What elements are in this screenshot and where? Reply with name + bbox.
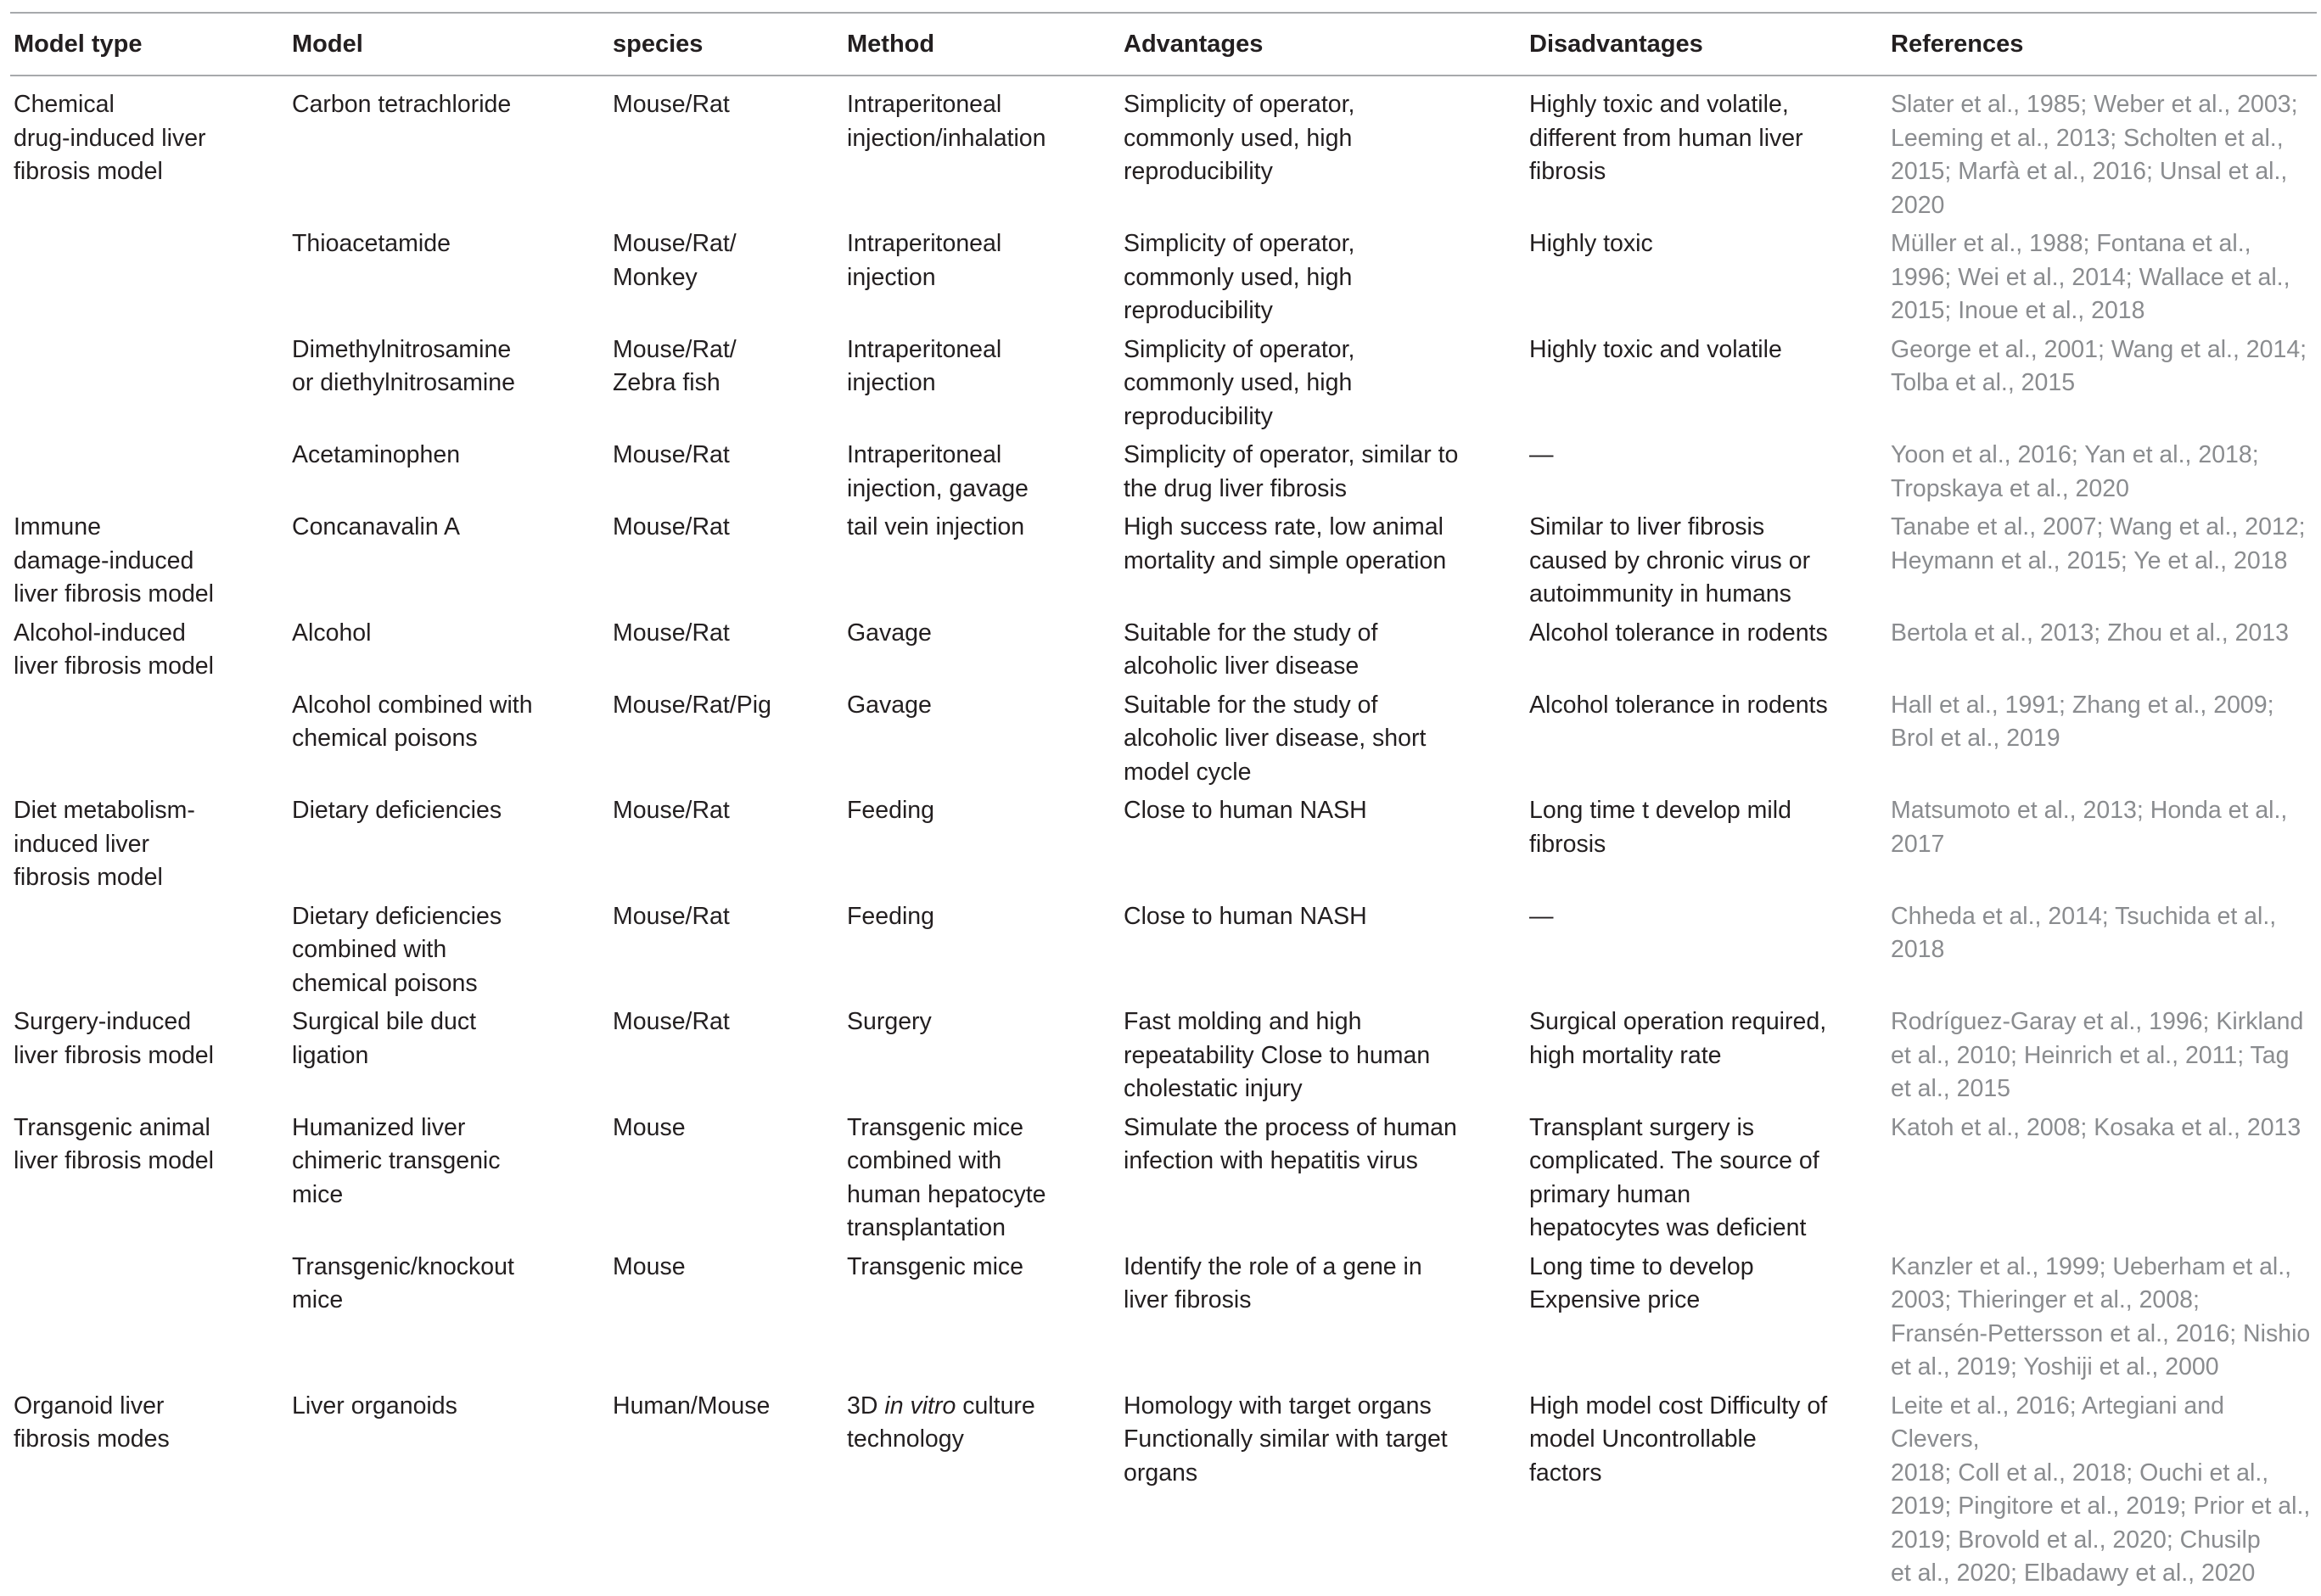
method-cell: Feeding <box>847 797 934 824</box>
references-cell: George et al., 2001; Wang et al., 2014; Tolba et al., 2015 <box>1891 335 2307 396</box>
header-advantages: Advantages <box>1124 31 1264 58</box>
references-cell: Hall et al., 1991; Zhang et al., 2009; Brol et al., 2019 <box>1891 691 2274 752</box>
model-type-cell: Organoid liver fibrosis modes <box>14 1392 170 1453</box>
advantages-cell: Simulate the process of human infection with hepatitis virus <box>1124 1113 1457 1174</box>
references-cell: Bertola et al., 2013; Zhou et al., 2013 <box>1891 619 2289 647</box>
advantages-cell: Homology with target organs Functionally similar with target organs <box>1124 1392 1448 1487</box>
model-cell: Dietary deficiencies combined with chemical poisons <box>292 902 502 997</box>
model-cell: Thioacetamide <box>292 230 451 257</box>
table-row <box>10 439 2317 511</box>
method-cell: Surgery <box>847 1008 932 1035</box>
species-cell: Mouse/Rat <box>613 1008 730 1035</box>
model-cell: Dimethylnitrosamine or diethylnitrosamine <box>292 335 515 396</box>
model-type-cell: Transgenic animal liver fibrosis model <box>14 1113 214 1174</box>
model-type-cell: Alcohol-induced liver fibrosis model <box>14 619 214 680</box>
advantages-cell: Simplicity of operator, commonly used, high reproducibility <box>1124 335 1355 430</box>
references-cell: Slater et al., 1985; Weber et al., 2003; Leeming et al., 2013; Scholten et al., 2015; Marfà et al., 2016; Unsal et al., 2020 <box>1891 91 2298 219</box>
method-cell <box>844 1390 1120 1596</box>
table-row <box>10 1005 2317 1112</box>
disadvantages-cell: Alcohol tolerance in rodents <box>1529 619 1828 647</box>
table-row <box>10 900 2317 1006</box>
disadvantages-cell: Highly toxic and volatile <box>1529 335 1782 363</box>
model-cell: Humanized liver chimeric transgenic mice <box>292 1113 501 1208</box>
references-cell: Matsumoto et al., 2013; Honda et al., 2017 <box>1891 797 2288 858</box>
header-disadvantages: Disadvantages <box>1529 31 1703 58</box>
advantages-cell: Suitable for the study of alcoholic liver disease, short model cycle <box>1124 691 1427 786</box>
advantages-cell: Simplicity of operator, similar to the drug liver fibrosis <box>1124 441 1459 502</box>
species-cell: Mouse/Rat <box>613 441 730 468</box>
model-cell: Acetaminophen <box>292 441 461 468</box>
species-cell: Mouse/Rat <box>613 797 730 824</box>
species-cell: Mouse/Rat/ Monkey <box>613 230 737 291</box>
references-cell: Tanabe et al., 2007; Wang et al., 2012; Heymann et al., 2015; Ye et al., 2018 <box>1891 513 2306 574</box>
model-type-cell <box>10 439 289 511</box>
model-cell: Dietary deficiencies <box>292 797 502 824</box>
model-cell: Transgenic/knockout mice <box>292 1252 514 1313</box>
table-row <box>10 76 2317 227</box>
references-cell: Rodríguez-Garay et al., 1996; Kirkland et al., 2010; Heinrich et al., 2011; Tag et al., 2015 <box>1891 1008 2304 1102</box>
model-type-cell <box>10 227 289 333</box>
advantages-cell: Simplicity of operator, commonly used, high reproducibility <box>1124 230 1355 324</box>
model-type-cell: Diet metabolism- induced liver fibrosis model <box>14 797 195 891</box>
advantages-cell: Identify the role of a gene in liver fibrosis <box>1124 1252 1422 1313</box>
method-cell: Intraperitoneal injection, gavage <box>847 441 1029 502</box>
disadvantages-cell: Long time t develop mild fibrosis <box>1529 797 1791 858</box>
model-cell: Alcohol <box>292 619 372 647</box>
header-references: References <box>1891 31 2024 58</box>
method-suffix: culture technology <box>847 1392 1035 1453</box>
disadvantages-cell: — <box>1529 902 1554 930</box>
species-cell: Mouse <box>613 1252 686 1280</box>
model-cell: Liver organoids <box>292 1392 457 1420</box>
model-type-cell: Chemical drug-induced liver fibrosis model <box>14 91 206 185</box>
species-cell: Mouse/Rat <box>613 619 730 647</box>
header-species: species <box>613 31 704 58</box>
advantages-cell: High success rate, low animal mortality and simple operation <box>1124 513 1447 574</box>
disadvantages-cell: Long time to develop Expensive price <box>1529 1252 1754 1313</box>
model-type-cell <box>10 1251 289 1390</box>
references-cell: Leite et al., 2016; Artegiani and Clevers, 2018; Coll et al., 2018; Ouchi et al., 2019; Pingitore et al., 2019; Prior et al., 2019; Brovold et al., 2020; Chusilp et al., 2020; Elbadawy et al., 2020 <box>1891 1392 2311 1587</box>
model-type-cell <box>10 333 289 440</box>
header-model-type: Model type <box>14 31 143 58</box>
method-cell: Gavage <box>847 619 932 647</box>
table-row <box>10 794 2317 900</box>
disadvantages-cell: Similar to liver fibrosis caused by chronic virus or autoimmunity in humans <box>1529 513 1811 608</box>
species-cell: Mouse/Rat/ Zebra fish <box>613 335 737 396</box>
table-row <box>10 227 2317 333</box>
header-method: Method <box>847 31 935 58</box>
species-cell: Mouse/Rat <box>613 902 730 930</box>
method-cell: tail vein injection <box>847 513 1025 540</box>
advantages-cell: Simplicity of operator, commonly used, high reproducibility <box>1124 91 1355 185</box>
species-cell: Mouse/Rat <box>613 91 730 118</box>
table-row <box>10 1112 2317 1251</box>
references-cell: Chheda et al., 2014; Tsuchida et al., 2018 <box>1891 902 2277 963</box>
liver-fibrosis-models-table-wrapper <box>10 12 2317 1596</box>
method-italic: in vitro <box>884 1392 956 1420</box>
species-cell: Mouse <box>613 1113 686 1141</box>
table-row <box>10 617 2317 689</box>
disadvantages-cell: Alcohol tolerance in rodents <box>1529 691 1828 719</box>
method-cell: Feeding <box>847 902 934 930</box>
species-cell: Mouse/Rat/Pig <box>613 691 771 719</box>
table-row <box>10 333 2317 440</box>
method-cell: Gavage <box>847 691 932 719</box>
disadvantages-cell: Transplant surgery is complicated. The source of primary human hepatocytes was deficient <box>1529 1113 1819 1241</box>
table-header-row <box>10 13 2317 76</box>
advantages-cell: Close to human NASH <box>1124 797 1367 824</box>
header-model: Model <box>292 31 363 58</box>
model-type-cell <box>10 900 289 1006</box>
references-cell: Kanzler et al., 1999; Ueberham et al., 2003; Thieringer et al., 2008; Fransén-Pettersson et al., 2016; Nishio et al., 2019; Yoshiji et al., 2000 <box>1891 1252 2311 1380</box>
advantages-cell: Close to human NASH <box>1124 902 1367 930</box>
model-cell: Concanavalin A <box>292 513 461 540</box>
disadvantages-cell: Surgical operation required, high mortality rate <box>1529 1008 1827 1069</box>
model-type-cell: Immune damage-induced liver fibrosis model <box>14 513 214 608</box>
species-cell: Mouse/Rat <box>613 513 730 540</box>
model-type-cell <box>10 689 289 795</box>
model-cell: Carbon tetrachloride <box>292 91 512 118</box>
disadvantages-cell: — <box>1529 441 1554 468</box>
method-cell: Transgenic mice <box>847 1252 1024 1280</box>
disadvantages-cell: High model cost Difficulty of model Uncontrollable factors <box>1529 1392 1828 1487</box>
method-cell: Intraperitoneal injection <box>847 230 1002 291</box>
model-cell: Alcohol combined with chemical poisons <box>292 691 533 752</box>
references-cell: Müller et al., 1988; Fontana et al., 1996; Wei et al., 2014; Wallace et al., 2015; Inoue et al., 2018 <box>1891 230 2290 324</box>
liver-fibrosis-models-table <box>10 12 2317 1596</box>
advantages-cell: Suitable for the study of alcoholic liver disease <box>1124 619 1378 680</box>
disadvantages-cell: Highly toxic and volatile, different from human liver fibrosis <box>1529 91 1803 185</box>
species-cell: Human/Mouse <box>613 1392 771 1420</box>
method-cell: Intraperitoneal injection <box>847 335 1002 396</box>
references-cell: Katoh et al., 2008; Kosaka et al., 2013 <box>1891 1113 2301 1141</box>
advantages-cell: Fast molding and high repeatability Close to human cholestatic injury <box>1124 1008 1431 1102</box>
table-row <box>10 689 2317 795</box>
references-cell: Yoon et al., 2016; Yan et al., 2018; Tropskaya et al., 2020 <box>1891 441 2259 502</box>
table-row <box>10 1251 2317 1390</box>
method-prefix: 3D <box>847 1392 885 1420</box>
table-row <box>10 1390 2317 1596</box>
model-type-cell: Surgery-induced liver fibrosis model <box>14 1008 214 1069</box>
method-cell: Transgenic mice combined with human hepatocyte transplantation <box>847 1113 1046 1241</box>
disadvantages-cell: Highly toxic <box>1529 230 1653 257</box>
model-cell: Surgical bile duct ligation <box>292 1008 477 1069</box>
table-row <box>10 511 2317 617</box>
method-cell: Intraperitoneal injection/inhalation <box>847 91 1046 152</box>
